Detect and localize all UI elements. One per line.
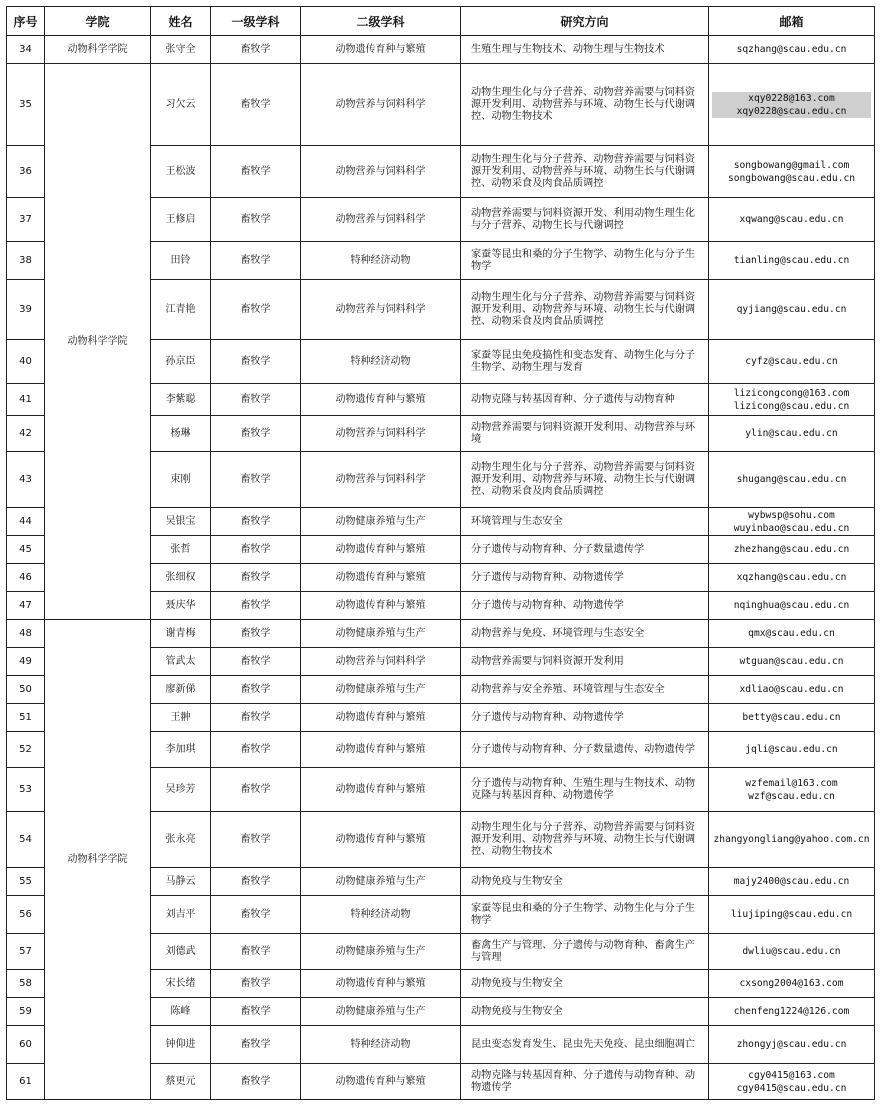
level2-discipline: 动物营养与饲料科学 — [301, 146, 461, 198]
level2-discipline: 动物遗传育种与繁殖 — [301, 812, 461, 868]
person-name: 蔡更元 — [151, 1064, 211, 1100]
college-cell: 动物科学学院 — [45, 64, 151, 620]
email-address[interactable]: zhezhang@scau.edu.cn — [733, 544, 850, 555]
person-name: 廖新俤 — [151, 676, 211, 704]
email-address[interactable]: wuyinbao@scau.edu.cn — [733, 522, 850, 534]
email-cell — [709, 896, 875, 934]
row-number: 40 — [7, 340, 45, 384]
header-name: 姓名 — [151, 7, 211, 36]
email-cell — [709, 934, 875, 970]
research-direction: 昆虫变态发育发生、昆虫先天免疫、昆虫细胞凋亡 — [461, 1026, 709, 1064]
level2-discipline: 动物遗传育种与繁殖 — [301, 732, 461, 768]
header-level1: 一级学科 — [211, 7, 301, 36]
email-address[interactable]: xdliao@scau.edu.cn — [739, 684, 844, 695]
row-number: 61 — [7, 1064, 45, 1100]
email-cell — [709, 36, 875, 64]
email-address[interactable]: qmx@scau.edu.cn — [748, 628, 835, 639]
row-number: 58 — [7, 970, 45, 998]
level2-discipline: 动物健康养殖与生产 — [301, 676, 461, 704]
email-address[interactable]: cgy0415@163.com — [748, 1069, 835, 1081]
research-direction: 分子遗传与动物育种、生殖生理与生物技术、动物克隆与转基因育种、动物遗传学 — [461, 768, 709, 812]
email-cell — [709, 564, 875, 592]
level1-discipline: 畜牧学 — [211, 896, 301, 934]
level2-discipline: 动物遗传育种与繁殖 — [301, 384, 461, 416]
research-direction: 家蚕等昆虫和桑的分子生物学、动物生化与分子生物学 — [461, 242, 709, 280]
row-number: 36 — [7, 146, 45, 198]
email-cell — [709, 592, 875, 620]
research-direction: 家蚕等昆虫免疫搞性和变态发育、动物生化与分子生物学、动物生理与发育 — [461, 340, 709, 384]
email-cell — [709, 768, 875, 812]
person-name: 吴银宝 — [151, 508, 211, 536]
row-number: 52 — [7, 732, 45, 768]
level1-discipline: 畜牧学 — [211, 768, 301, 812]
research-direction: 动物营养需要与饲料资源开发、利用动物生理生化与分子营养、动物生长与代谢调控 — [461, 198, 709, 242]
level2-discipline: 特种经济动物 — [301, 242, 461, 280]
email-address[interactable]: shugang@scau.edu.cn — [736, 474, 847, 485]
email-address[interactable]: tianling@scau.edu.cn — [733, 255, 850, 266]
email-address[interactable]: betty@scau.edu.cn — [742, 712, 841, 723]
email-cell — [709, 1064, 875, 1100]
table-row — [7, 36, 875, 64]
email-address[interactable]: nqinghua@scau.edu.cn — [733, 600, 850, 611]
email-address[interactable]: sqzhang@scau.edu.cn — [736, 44, 847, 55]
level1-discipline: 畜牧学 — [211, 970, 301, 998]
level2-discipline: 动物遗传育种与繁殖 — [301, 36, 461, 64]
row-number: 35 — [7, 64, 45, 146]
level1-discipline: 畜牧学 — [211, 648, 301, 676]
level1-discipline: 畜牧学 — [211, 998, 301, 1026]
level1-discipline: 畜牧学 — [211, 64, 301, 146]
person-name: 束刚 — [151, 452, 211, 508]
level1-discipline: 畜牧学 — [211, 452, 301, 508]
research-direction: 动物营养与安全养殖、环境管理与生态安全 — [461, 676, 709, 704]
email-cell — [709, 998, 875, 1026]
person-name: 刘吉平 — [151, 896, 211, 934]
email-address[interactable]: cyfz@scau.edu.cn — [745, 356, 838, 367]
row-number: 49 — [7, 648, 45, 676]
email-cell — [709, 340, 875, 384]
research-direction: 动物免疫与生物安全 — [461, 970, 709, 998]
research-direction: 动物免疫与生物安全 — [461, 998, 709, 1026]
level2-discipline: 动物健康养殖与生产 — [301, 868, 461, 896]
row-number: 60 — [7, 1026, 45, 1064]
research-direction: 动物营养需要与饲料资源开发利用 — [461, 648, 709, 676]
person-name: 李加琪 — [151, 732, 211, 768]
person-name: 王修启 — [151, 198, 211, 242]
header-no: 序号 — [7, 7, 45, 36]
email-cell — [709, 732, 875, 768]
level2-discipline: 动物遗传育种与繁殖 — [301, 536, 461, 564]
email-cell — [709, 648, 875, 676]
email-cell — [709, 198, 875, 242]
email-address[interactable]: ylin@scau.edu.cn — [745, 428, 838, 439]
email-address[interactable]: majy2400@scau.edu.cn — [733, 876, 850, 887]
level1-discipline: 畜牧学 — [211, 536, 301, 564]
level1-discipline: 畜牧学 — [211, 564, 301, 592]
level2-discipline: 动物健康养殖与生产 — [301, 934, 461, 970]
person-name: 王松波 — [151, 146, 211, 198]
level2-discipline: 动物健康养殖与生产 — [301, 998, 461, 1026]
research-direction: 动物生理生化与分子营养、动物营养需要与饲料资源开发利用、动物营养与环境、动物生长与代谢调控、动物生物技术 — [461, 64, 709, 146]
person-name: 张守全 — [151, 36, 211, 64]
level1-discipline: 畜牧学 — [211, 340, 301, 384]
email-cell — [709, 452, 875, 508]
research-direction: 环境管理与生态安全 — [461, 508, 709, 536]
row-number: 47 — [7, 592, 45, 620]
research-direction: 动物克隆与转基因育种、分子遗传与动物育种、动物遗传学 — [461, 1064, 709, 1100]
email-cell — [709, 280, 875, 340]
row-number: 54 — [7, 812, 45, 868]
level1-discipline: 畜牧学 — [211, 242, 301, 280]
research-direction: 动物营养需要与饲料资源开发利用、动物营养与环境 — [461, 416, 709, 452]
email-cell — [709, 620, 875, 648]
person-name: 刘德武 — [151, 934, 211, 970]
level2-discipline: 动物营养与饲料科学 — [301, 452, 461, 508]
level2-discipline: 特种经济动物 — [301, 1026, 461, 1064]
row-number: 37 — [7, 198, 45, 242]
row-number: 43 — [7, 452, 45, 508]
row-number: 53 — [7, 768, 45, 812]
header-college: 学院 — [45, 7, 151, 36]
row-number: 50 — [7, 676, 45, 704]
row-number: 42 — [7, 416, 45, 452]
level2-discipline: 动物营养与饲料科学 — [301, 280, 461, 340]
level1-discipline: 畜牧学 — [211, 812, 301, 868]
research-direction: 分子遗传与动物育种、动物遗传学 — [461, 564, 709, 592]
level1-discipline: 畜牧学 — [211, 592, 301, 620]
level2-discipline: 动物营养与饲料科学 — [301, 416, 461, 452]
email-address[interactable]: lizicongcong@163.com — [733, 387, 850, 399]
research-direction: 分子遗传与动物育种、动物遗传学 — [461, 592, 709, 620]
email-address[interactable]: qyjiang@scau.edu.cn — [736, 304, 847, 315]
email-address[interactable]: wzfemail@163.com — [745, 777, 838, 789]
email-cell — [709, 242, 875, 280]
table-row — [7, 64, 875, 146]
email-cell — [709, 508, 875, 536]
header-row — [7, 7, 875, 36]
research-direction: 动物营养与免疫、环境管理与生态安全 — [461, 620, 709, 648]
row-number: 34 — [7, 36, 45, 64]
email-cell — [709, 704, 875, 732]
research-direction: 动物生理生化与分子营养、动物营养需要与饲料资源开发利用、动物营养与环境、动物生长与代谢调控、动物采食及肉食品质调控 — [461, 452, 709, 508]
research-direction: 家蚕等昆虫和桑的分子生物学、动物生化与分子生物学 — [461, 896, 709, 934]
email-address[interactable]: xqzhang@scau.edu.cn — [736, 572, 847, 583]
research-direction: 生殖生理与生物技术、动物生理与生物技术 — [461, 36, 709, 64]
person-name: 谢青梅 — [151, 620, 211, 648]
level1-discipline: 畜牧学 — [211, 704, 301, 732]
email-address[interactable]: dwliu@scau.edu.cn — [742, 946, 841, 957]
person-name: 管武太 — [151, 648, 211, 676]
person-name: 张细权 — [151, 564, 211, 592]
email-address[interactable]: chenfeng1224@126.com — [733, 1006, 850, 1017]
row-number: 48 — [7, 620, 45, 648]
email-cell — [709, 64, 875, 146]
faculty-table — [6, 6, 875, 1100]
email-cell — [709, 384, 875, 416]
email-cell — [709, 812, 875, 868]
email-cell — [709, 416, 875, 452]
person-name: 马静云 — [151, 868, 211, 896]
research-direction: 分子遗传与动物育种、分子数量遗传学 — [461, 536, 709, 564]
level1-discipline: 畜牧学 — [211, 384, 301, 416]
email-cell — [709, 868, 875, 896]
email-cell — [709, 676, 875, 704]
email-cell — [709, 970, 875, 998]
person-name: 钟仰进 — [151, 1026, 211, 1064]
research-direction: 分子遗传与动物育种、动物遗传学 — [461, 704, 709, 732]
level2-discipline: 动物营养与饲料科学 — [301, 648, 461, 676]
level1-discipline: 畜牧学 — [211, 508, 301, 536]
email-cell — [709, 536, 875, 564]
email-address[interactable]: xqy0228@scau.edu.cn — [712, 105, 871, 118]
person-name: 张哲 — [151, 536, 211, 564]
person-name: 陈峰 — [151, 998, 211, 1026]
email-address[interactable]: wzf@scau.edu.cn — [748, 790, 835, 802]
level2-discipline: 动物遗传育种与繁殖 — [301, 564, 461, 592]
email-address[interactable]: wtguan@scau.edu.cn — [739, 656, 844, 667]
row-number: 44 — [7, 508, 45, 536]
row-number: 45 — [7, 536, 45, 564]
row-number: 41 — [7, 384, 45, 416]
college-cell: 动物科学学院 — [45, 36, 151, 64]
email-address[interactable]: zhongyj@scau.edu.cn — [736, 1039, 847, 1050]
level1-discipline: 畜牧学 — [211, 36, 301, 64]
level2-discipline: 动物营养与饲料科学 — [301, 64, 461, 146]
header-level2: 二级学科 — [301, 7, 461, 36]
email-address[interactable]: lizicong@scau.edu.cn — [733, 400, 850, 412]
level1-discipline: 畜牧学 — [211, 416, 301, 452]
level1-discipline: 畜牧学 — [211, 1026, 301, 1064]
level2-discipline: 动物营养与饲料科学 — [301, 198, 461, 242]
research-direction: 动物克隆与转基因育种、分子遗传与动物育种 — [461, 384, 709, 416]
table-row — [7, 620, 875, 648]
email-address[interactable]: xqwang@scau.edu.cn — [739, 214, 844, 225]
email-cell — [709, 1026, 875, 1064]
level2-discipline: 动物遗传育种与繁殖 — [301, 592, 461, 620]
person-name: 王翀 — [151, 704, 211, 732]
research-direction: 动物生理生化与分子营养、动物营养需要与饲料资源开发利用、动物营养与环境、动物生长与代谢调控、动物采食及肉食品质调控 — [461, 146, 709, 198]
person-name: 江青艳 — [151, 280, 211, 340]
person-name: 张永亮 — [151, 812, 211, 868]
person-name: 宋长绪 — [151, 970, 211, 998]
level2-discipline: 特种经济动物 — [301, 896, 461, 934]
level1-discipline: 畜牧学 — [211, 732, 301, 768]
row-number: 56 — [7, 896, 45, 934]
level2-discipline: 动物遗传育种与繁殖 — [301, 768, 461, 812]
row-number: 46 — [7, 564, 45, 592]
person-name: 杨琳 — [151, 416, 211, 452]
level2-discipline: 动物遗传育种与繁殖 — [301, 704, 461, 732]
row-number: 51 — [7, 704, 45, 732]
email-address[interactable]: zhangyongliang@yahoo.com.cn — [713, 834, 870, 845]
level1-discipline: 畜牧学 — [211, 1064, 301, 1100]
level2-discipline: 动物健康养殖与生产 — [301, 508, 461, 536]
college-cell: 动物科学学院 — [45, 620, 151, 1100]
email-address[interactable]: jqli@scau.edu.cn — [745, 744, 838, 755]
row-number: 55 — [7, 868, 45, 896]
person-name: 聂庆华 — [151, 592, 211, 620]
table-body — [7, 36, 875, 1100]
level1-discipline: 畜牧学 — [211, 146, 301, 198]
research-direction: 动物免疫与生物安全 — [461, 868, 709, 896]
person-name: 孙京臣 — [151, 340, 211, 384]
level1-discipline: 畜牧学 — [211, 934, 301, 970]
email-address[interactable]: cgy0415@scau.edu.cn — [736, 1082, 847, 1094]
person-name: 李紫聪 — [151, 384, 211, 416]
level1-discipline: 畜牧学 — [211, 868, 301, 896]
email-address[interactable]: liujiping@scau.edu.cn — [730, 909, 853, 920]
person-name: 田铃 — [151, 242, 211, 280]
header-email: 邮箱 — [709, 7, 875, 36]
email-address[interactable]: xqy0228@163.com — [712, 92, 871, 105]
email-address[interactable]: songbowang@scau.edu.cn — [727, 172, 856, 184]
person-name: 吴珍芳 — [151, 768, 211, 812]
level2-discipline: 动物遗传育种与繁殖 — [301, 970, 461, 998]
row-number: 38 — [7, 242, 45, 280]
research-direction: 分子遗传与动物育种、分子数量遗传、动物遗传学 — [461, 732, 709, 768]
level1-discipline: 畜牧学 — [211, 620, 301, 648]
level2-discipline: 特种经济动物 — [301, 340, 461, 384]
row-number: 57 — [7, 934, 45, 970]
research-direction: 动物生理生化与分子营养、动物营养需要与饲料资源开发利用、动物营养与环境、动物生长与代谢调控、动物采食及肉食品质调控 — [461, 280, 709, 340]
research-direction: 动物生理生化与分子营养、动物营养需要与饲料资源开发利用、动物营养与环境、动物生长与代谢调控、动物生物技术 — [461, 812, 709, 868]
row-number: 59 — [7, 998, 45, 1026]
level2-discipline: 动物遗传育种与繁殖 — [301, 1064, 461, 1100]
person-name: 习欠云 — [151, 64, 211, 146]
level1-discipline: 畜牧学 — [211, 280, 301, 340]
level1-discipline: 畜牧学 — [211, 676, 301, 704]
row-number: 39 — [7, 280, 45, 340]
level2-discipline: 动物健康养殖与生产 — [301, 620, 461, 648]
header-research: 研究方向 — [461, 7, 709, 36]
email-cell — [709, 146, 875, 198]
research-direction: 畜禽生产与管理、分子遗传与动物育种、畜禽生产与管理 — [461, 934, 709, 970]
email-address[interactable]: songbowang@gmail.com — [733, 159, 850, 171]
level1-discipline: 畜牧学 — [211, 198, 301, 242]
email-address[interactable]: wybwsp@sohu.com — [748, 509, 835, 521]
email-address[interactable]: cxsong2004@163.com — [739, 978, 844, 989]
